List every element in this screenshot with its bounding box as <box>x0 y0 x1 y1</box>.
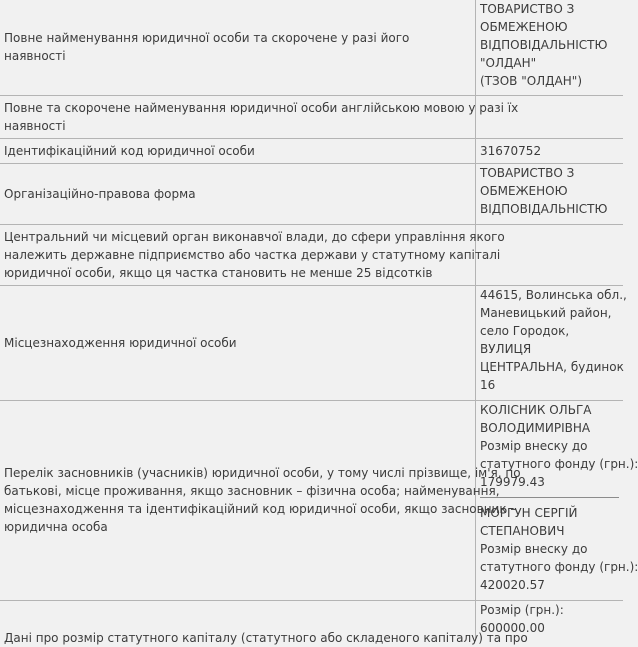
id-code-value: 31670752 <box>476 138 624 163</box>
founder-divider <box>480 497 619 498</box>
founder-entry: КОЛІСНИК ОЛЬГА ВОЛОДИМИРІВНА Розмір внеску до статутного фонду (грн.): 179979.43 <box>480 402 638 489</box>
table-row <box>0 400 623 600</box>
location-value: 44615, Волинська обл., Маневицький район, село Городок, ВУЛИЦЯ ЦЕНТРАЛЬНА, будинок 16 <box>476 285 624 400</box>
table-row <box>0 138 623 163</box>
table-row <box>0 600 623 641</box>
legal-form-label: Організаційно-правова форма <box>0 163 476 224</box>
table-row <box>0 224 623 285</box>
english-name-label: Повне та скорочене найменування юридичної особи англійською мовою у разі їх наявності <box>0 95 476 138</box>
authority-label: Центральний чи місцевий орган виконавчої влади, до сфери управління якого належить державне підприємство або частка держави у статутному капіталі юридичної особи, якщо ця частка становить не менше 25 відсотків <box>0 224 476 285</box>
table-row <box>0 285 623 400</box>
table-row <box>0 0 623 95</box>
location-label: Місцезнаходження юридичної особи <box>0 285 476 400</box>
legal-form-value: ТОВАРИСТВО З ОБМЕЖЕНОЮ ВІДПОВІДАЛЬНІСТЮ <box>476 163 624 224</box>
table-row <box>0 95 623 138</box>
founder-entry: МОРГУН СЕРГІЙ СТЕПАНОВИЧ Розмір внеску до статутного фонду (грн.): 420020.57 <box>480 505 638 592</box>
table-row <box>0 163 623 224</box>
full-name-value: ТОВАРИСТВО З ОБМЕЖЕНОЮ ВІДПОВІДАЛЬНІСТЮ "ОЛДАН" (ТЗОВ "ОЛДАН") <box>476 0 624 95</box>
founders-label: Перелік засновників (учасників) юридичної особи, у тому числі прізвище, ім'я, по батькові, місце проживання, якщо засновник – фізична особа; найменування, місцезнаходження та ідентифікаційний код юридичної особи, якщо засновник – юридична особа <box>0 400 476 600</box>
founders-value <box>476 400 638 600</box>
full-name-label: Повне найменування юридичної особи та скорочене у разі його наявності <box>0 0 476 95</box>
capital-label: Дані про розмір статутного капіталу (статутного або складеного капіталу) та про <box>0 600 476 641</box>
id-code-label: Ідентифікаційний код юридичної особи <box>0 138 476 163</box>
capital-value: Розмір (грн.): 600000.00 <box>480 602 564 635</box>
